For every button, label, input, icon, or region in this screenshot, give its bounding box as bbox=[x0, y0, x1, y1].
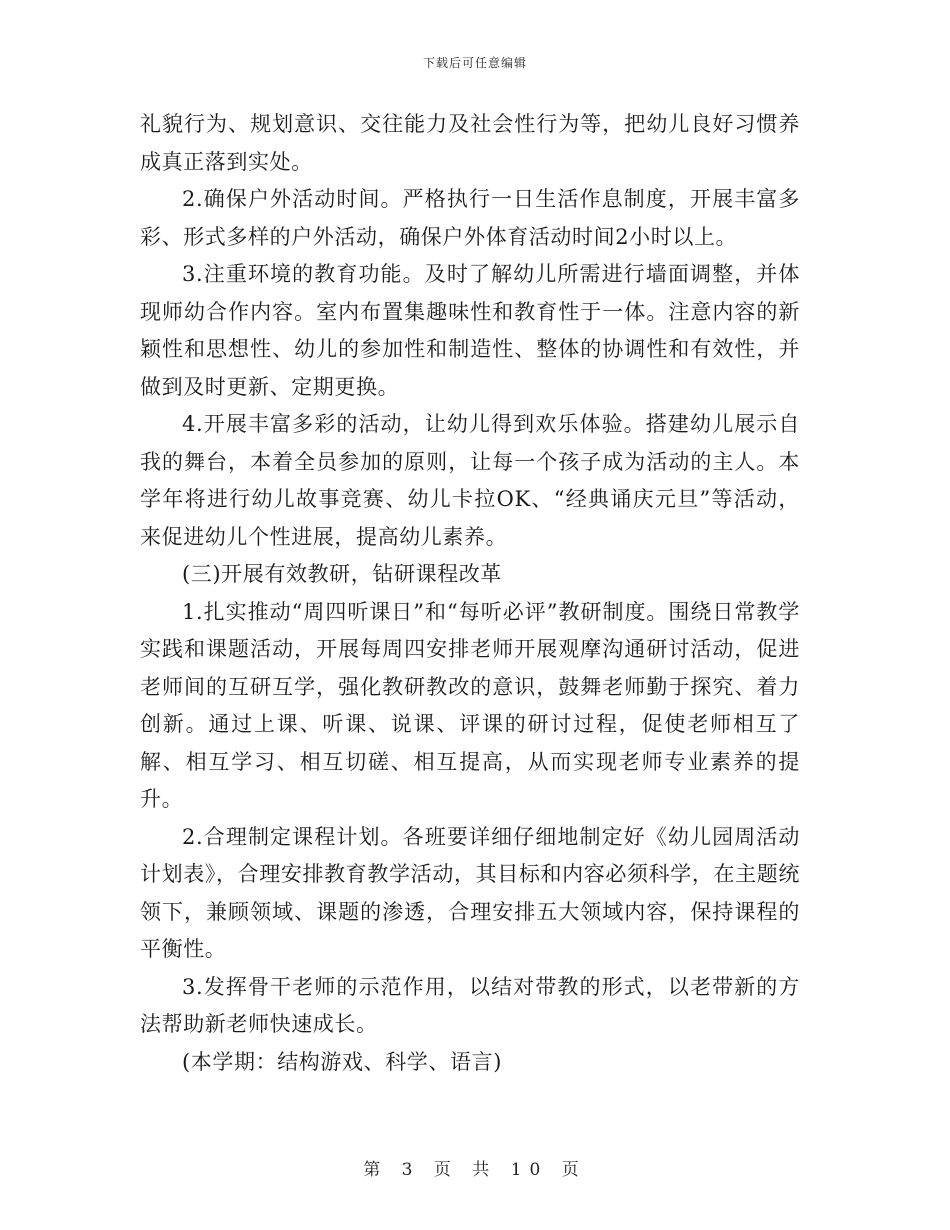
paragraph-outdoor-activity: 2.确保户外活动时间。严格执行一日生活作息制度，开展丰富多彩、形式多样的户外活动，确保户外体育活动时间2小时以上。 bbox=[140, 187, 800, 249]
paragraph-lesson-day: 1.扎实推动“周四听课日”和“每听必评”教研制度。围绕日常教学实践和课题活动，开展每周四安排老师开展观摩沟通研讨活动，促进老师间的互研互学，强化教研教改的意识，鼓舞老师勤于探究、着力创新。通过上课、听课、说课、评课的研讨过程，促使老师相互了解、相互学习、相互切磋、相互提高，从而实现老师专业素养的提升。 bbox=[140, 599, 800, 811]
paragraph-activities: 4.开展丰富多彩的活动，让幼儿得到欢乐体验。搭建幼儿展示自我的舞台，本着全员参加的原则，让每一个孩子成为活动的主人。本学年将进行幼儿故事竞赛、幼儿卡拉OK、“经典诵庆元旦”等活动，来促进幼儿个性进展，提高幼儿素养。 bbox=[140, 412, 800, 549]
paragraph-mentoring: 3.发挥骨干老师的示范作用，以结对带教的形式，以老带新的方法帮助新老师快速成长。 bbox=[140, 974, 800, 1036]
paragraph-environment: 3.注重环境的教育功能。及时了解幼儿所需进行墙面调整，并体现师幼合作内容。室内布置集趣味性和教育性于一体。注意内容的新颖性和思想性、幼儿的参加性和制造性、整体的协调性和有效性，并做到及时更新、定期更换。 bbox=[140, 262, 800, 399]
document-body bbox=[140, 106, 800, 1081]
paragraph-semester-note: (本学期：结构游戏、科学、语言) bbox=[182, 1049, 502, 1074]
page-footer: 第 3 页 共 10 页 bbox=[363, 1160, 587, 1180]
paragraph-curriculum-plan: 2.合理制定课程计划。各班要详细仔细地制定好《幼儿园周活动计划表》，合理安排教育教学活动，其目标和内容必须科学，在主题统领下，兼顾领域、课题的渗透，合理安排五大领域内容，保持课程的平衡性。 bbox=[140, 824, 800, 961]
section-heading-teaching-research: (三)开展有效教研，钻研课程改革 bbox=[182, 562, 502, 586]
page-header: 下载后可任意编辑 bbox=[422, 56, 527, 70]
paragraph-continuation: 礼貌行为、规划意识、交往能力及社会性行为等，把幼儿良好习惯养成真正落到实处。 bbox=[140, 112, 800, 174]
